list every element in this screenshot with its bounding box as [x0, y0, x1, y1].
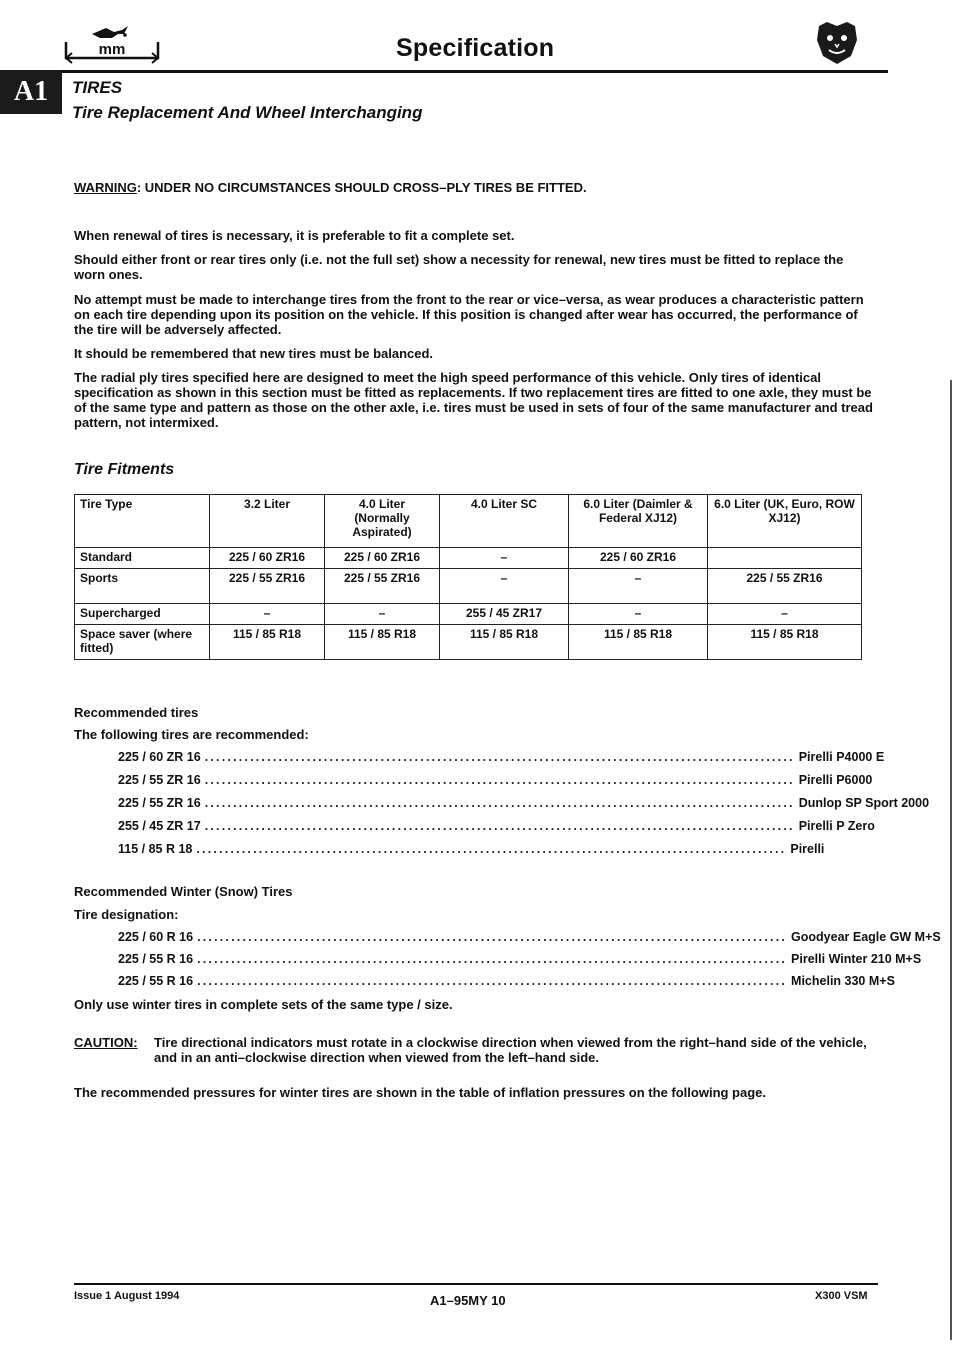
caution-text: Tire directional indicators must rotate in a clockwise direction when viewed from the right–hand side of the vehicle, and in an anti–clockwise direction when viewed from the left–hand side. — [154, 1035, 867, 1065]
table-cell: Standard — [75, 548, 210, 569]
table-row — [75, 625, 862, 660]
table-cell: 115 / 85 R18 — [440, 625, 569, 660]
table-cell: – — [708, 604, 862, 625]
tire-size: 255 / 45 ZR 17 — [118, 819, 201, 833]
header-rule — [62, 70, 888, 73]
recommended-tire-item — [118, 750, 885, 766]
dot-leader: ........................................................................................................ — [197, 974, 788, 988]
table-cell: 115 / 85 R18 — [708, 625, 862, 660]
section-subtitle: Tire Replacement And Wheel Interchanging — [72, 103, 423, 122]
tire-make: Goodyear Eagle GW M+S — [791, 930, 941, 944]
table-cell: – — [210, 604, 325, 625]
tire-make: Dunlop SP Sport 2000 — [798, 796, 930, 810]
table-row — [75, 569, 862, 604]
tire-make: Pirelli P4000 E — [798, 750, 885, 764]
section-title: TIRES — [72, 78, 123, 97]
recommended-tires-title: Recommended tires — [74, 705, 199, 720]
column-header: Tire Type — [75, 495, 210, 548]
table-cell: – — [440, 548, 569, 569]
table-cell: 255 / 45 ZR17 — [440, 604, 569, 625]
tire-size: 225 / 55 ZR 16 — [118, 773, 201, 787]
tire-make: Pirelli P6000 — [798, 773, 873, 787]
page-edge-line — [950, 380, 952, 1340]
paragraph-5-main: The radial ply tires specified here are designed to meet the high speed performance of this vehicle. Only tires of identical specification as shown in this section must be fitted as replacements. If two replacement tires are fitted to one axle, they must be of the same type and pattern as those on the other axle, i.e. tires must be used in sets of four of the same manufacturer and tread pattern, — [74, 370, 873, 430]
table-cell: – — [325, 604, 440, 625]
table-cell: 225 / 60 ZR16 — [569, 548, 708, 569]
table-cell: Space saver (where fitted) — [75, 625, 210, 660]
dot-leader: ........................................................................................................ — [197, 930, 788, 944]
tire-size: 225 / 55 R 16 — [118, 974, 194, 988]
table-cell: Sports — [75, 569, 210, 604]
dot-leader: ........................................................................................................ — [204, 819, 795, 833]
table-cell: Supercharged — [75, 604, 210, 625]
table-cell: 115 / 85 R18 — [325, 625, 440, 660]
footer-page-number: A1–95MY 10 — [430, 1293, 506, 1308]
dot-leader: ........................................................................................................ — [204, 773, 795, 787]
table-cell: – — [569, 569, 708, 604]
table-cell: – — [569, 604, 708, 625]
table-cell — [708, 548, 862, 569]
table-cell: 225 / 55 ZR16 — [210, 569, 325, 604]
footer-manual-code: X300 VSM — [815, 1290, 868, 1302]
footer-rule — [74, 1283, 878, 1285]
column-header: 6.0 Liter (UK, Euro, ROW XJ12) — [708, 495, 862, 548]
dot-leader: ........................................................................................................ — [204, 750, 795, 764]
tire-make: Pirelli — [790, 842, 825, 856]
table-cell: – — [440, 569, 569, 604]
pressures-note: The recommended pressures for winter tires are shown in the table of inflation pressures on the following page. — [74, 1085, 767, 1100]
table-cell: 225 / 60 ZR16 — [210, 548, 325, 569]
tire-size: 115 / 85 R 18 — [118, 842, 193, 856]
winter-tire-item — [118, 930, 941, 946]
footer-issue: Issue 1 August 1994 — [74, 1290, 180, 1302]
table-cell: 115 / 85 R18 — [210, 625, 325, 660]
column-header: 4.0 Liter (Normally Aspirated) — [325, 495, 440, 548]
paragraph-3: No attempt must be made to interchange tires from the front to the rear or vice–versa, as wear produces a characteristic pattern on each tire depending upon its position on the vehicle. If this position is changed after wear has occurred, the performance of the tire will be adversely affected. — [74, 292, 864, 337]
column-header: 4.0 Liter SC — [440, 495, 569, 548]
column-header: 6.0 Liter (Daimler & Federal XJ12) — [569, 495, 708, 548]
table-header-row — [75, 495, 862, 548]
table-cell: 225 / 55 ZR16 — [325, 569, 440, 604]
recommended-tire-item — [118, 773, 873, 789]
warning-label: WARNING — [74, 180, 137, 195]
recommended-tire-item — [118, 842, 825, 858]
tire-make: Pirelli Winter 210 M+S — [791, 952, 922, 966]
caution-block — [74, 1035, 874, 1065]
fitments-title: Tire Fitments — [74, 461, 175, 478]
table-cell: 115 / 85 R18 — [569, 625, 708, 660]
dot-leader: ........................................................................................................ — [197, 952, 788, 966]
caution-label: CAUTION: — [74, 1035, 138, 1050]
recommended-tires-intro: The following tires are recommended: — [74, 727, 309, 742]
warning-line — [74, 180, 874, 195]
paragraph-4: It should be remembered that new tires must be balanced. — [74, 346, 434, 361]
tire-size: 225 / 60 R 16 — [118, 930, 194, 944]
tire-fitments-table — [74, 494, 862, 660]
tire-make: Pirelli P Zero — [798, 819, 875, 833]
paragraph-5 — [74, 370, 874, 430]
winter-tires-intro: Tire designation: — [74, 907, 179, 922]
recommended-tire-item — [118, 819, 875, 835]
jaguar-head-logo-icon — [815, 20, 859, 66]
table-row — [75, 548, 862, 569]
table-row — [75, 604, 862, 625]
page-title: Specification — [396, 34, 555, 62]
paragraph-1: When renewal of tires is necessary, it is preferable to fit a complete set. — [74, 228, 515, 243]
tire-size: 225 / 55 ZR 16 — [118, 796, 201, 810]
winter-tires-note: Only use winter tires in complete sets of the same type / size. — [74, 997, 453, 1012]
table-cell: 225 / 55 ZR16 — [708, 569, 862, 604]
tire-size: 225 / 55 R 16 — [118, 952, 194, 966]
tire-size: 225 / 60 ZR 16 — [118, 750, 201, 764]
winter-tires-title: Recommended Winter (Snow) Tires — [74, 884, 293, 899]
warning-text: : UNDER NO CIRCUMSTANCES SHOULD CROSS–PLY TIRES BE FITTED. — [136, 180, 587, 195]
oil-can-logo-icon — [62, 22, 162, 64]
dot-leader: ........................................................................................................ — [196, 842, 787, 856]
recommended-tire-item — [118, 796, 930, 812]
logo-text: mm — [98, 41, 126, 58]
dot-leader: ........................................................................................................ — [204, 796, 795, 810]
paragraph-2: Should either front or rear tires only (i.e. not the full set) show a necessity for renewal, new tires must be fitted to replace the worn ones. — [74, 252, 844, 282]
column-header: 3.2 Liter — [210, 495, 325, 548]
tire-make: Michelin 330 M+S — [791, 974, 895, 988]
paragraph-5-emphasis: not intermixed. — [125, 415, 219, 430]
winter-tire-item — [118, 952, 922, 968]
winter-tire-item — [118, 974, 895, 990]
table-cell: 225 / 60 ZR16 — [325, 548, 440, 569]
section-tab: A1 — [0, 70, 62, 114]
